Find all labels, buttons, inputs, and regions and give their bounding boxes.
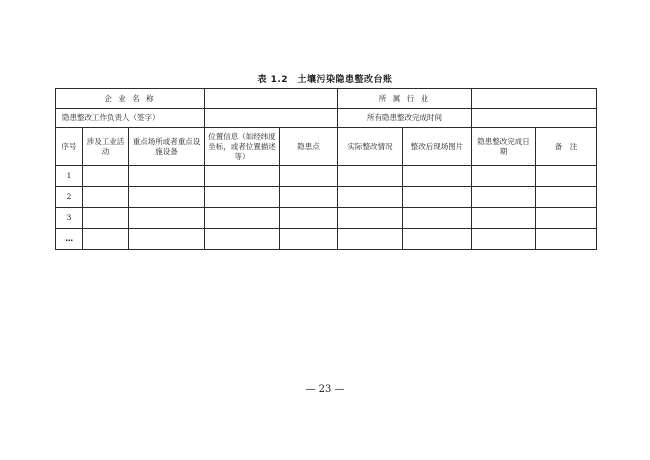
table-cell[interactable] bbox=[280, 187, 338, 208]
table-cell[interactable] bbox=[403, 208, 472, 229]
table-cell[interactable] bbox=[129, 166, 205, 187]
table-cell[interactable] bbox=[129, 187, 205, 208]
table-cell[interactable] bbox=[536, 187, 597, 208]
col-header-serial: 序号 bbox=[56, 128, 83, 166]
rectification-ledger-table bbox=[55, 88, 597, 250]
row-serial: 3 bbox=[56, 208, 83, 229]
completion-time-label: 所有隐患整改完成时间 bbox=[338, 109, 472, 128]
table-cell[interactable] bbox=[472, 187, 536, 208]
table-cell[interactable] bbox=[536, 229, 597, 250]
completion-time-value[interactable] bbox=[472, 109, 597, 128]
table-cell[interactable] bbox=[83, 208, 129, 229]
col-header-industrial-activity: 涉及工业活动 bbox=[83, 128, 129, 166]
table-cell[interactable] bbox=[129, 208, 205, 229]
table-cell[interactable] bbox=[83, 187, 129, 208]
responsible-person-value[interactable] bbox=[205, 109, 338, 128]
col-header-site-photo: 整改后现场图片 bbox=[403, 128, 472, 166]
company-name-value[interactable] bbox=[205, 89, 338, 109]
table-cell[interactable] bbox=[472, 166, 536, 187]
row-serial: 2 bbox=[56, 187, 83, 208]
company-info-row bbox=[56, 89, 597, 109]
col-header-hazard-point: 隐患点 bbox=[280, 128, 338, 166]
industry-label: 所 属 行 业 bbox=[338, 89, 472, 109]
col-header-key-facility: 重点场所或者重点设施设备 bbox=[129, 128, 205, 166]
table-cell[interactable] bbox=[83, 166, 129, 187]
table-row bbox=[56, 208, 597, 229]
table-cell[interactable] bbox=[403, 187, 472, 208]
responsible-person-label: 隐患整改工作负责人（签字） bbox=[56, 109, 205, 128]
column-header-row bbox=[56, 128, 597, 166]
table-cell[interactable] bbox=[338, 229, 403, 250]
table-cell[interactable] bbox=[536, 166, 597, 187]
row-serial: 1 bbox=[56, 166, 83, 187]
row-serial-ellipsis: … bbox=[56, 229, 83, 250]
col-header-location: 位置信息（如经纬度坐标，或者位置描述等） bbox=[205, 128, 280, 166]
col-header-remarks: 备 注 bbox=[536, 128, 597, 166]
table-cell[interactable] bbox=[280, 208, 338, 229]
company-name-label: 企 业 名 称 bbox=[56, 89, 205, 109]
industry-value[interactable] bbox=[472, 89, 597, 109]
table-cell[interactable] bbox=[403, 166, 472, 187]
table-row bbox=[56, 187, 597, 208]
table-cell[interactable] bbox=[205, 229, 280, 250]
table-cell[interactable] bbox=[338, 208, 403, 229]
table-cell[interactable] bbox=[83, 229, 129, 250]
table-cell[interactable] bbox=[472, 229, 536, 250]
col-header-completion-date: 隐患整改完成日期 bbox=[472, 128, 536, 166]
table-cell[interactable] bbox=[338, 187, 403, 208]
table-cell[interactable] bbox=[205, 187, 280, 208]
page-number: — 23 — bbox=[305, 384, 345, 395]
table-cell[interactable] bbox=[472, 208, 536, 229]
table-cell[interactable] bbox=[280, 229, 338, 250]
table-cell[interactable] bbox=[205, 166, 280, 187]
table-cell[interactable] bbox=[536, 208, 597, 229]
table-title: 表 1.2 土壤污染隐患整改台账 bbox=[257, 75, 393, 85]
col-header-actual-rectification: 实际整改情况 bbox=[338, 128, 403, 166]
table-cell[interactable] bbox=[338, 166, 403, 187]
table-cell[interactable] bbox=[129, 229, 205, 250]
table-cell[interactable] bbox=[280, 166, 338, 187]
table-cell[interactable] bbox=[403, 229, 472, 250]
responsible-info-row bbox=[56, 109, 597, 128]
table-row bbox=[56, 166, 597, 187]
table-row bbox=[56, 229, 597, 250]
table-cell[interactable] bbox=[205, 208, 280, 229]
